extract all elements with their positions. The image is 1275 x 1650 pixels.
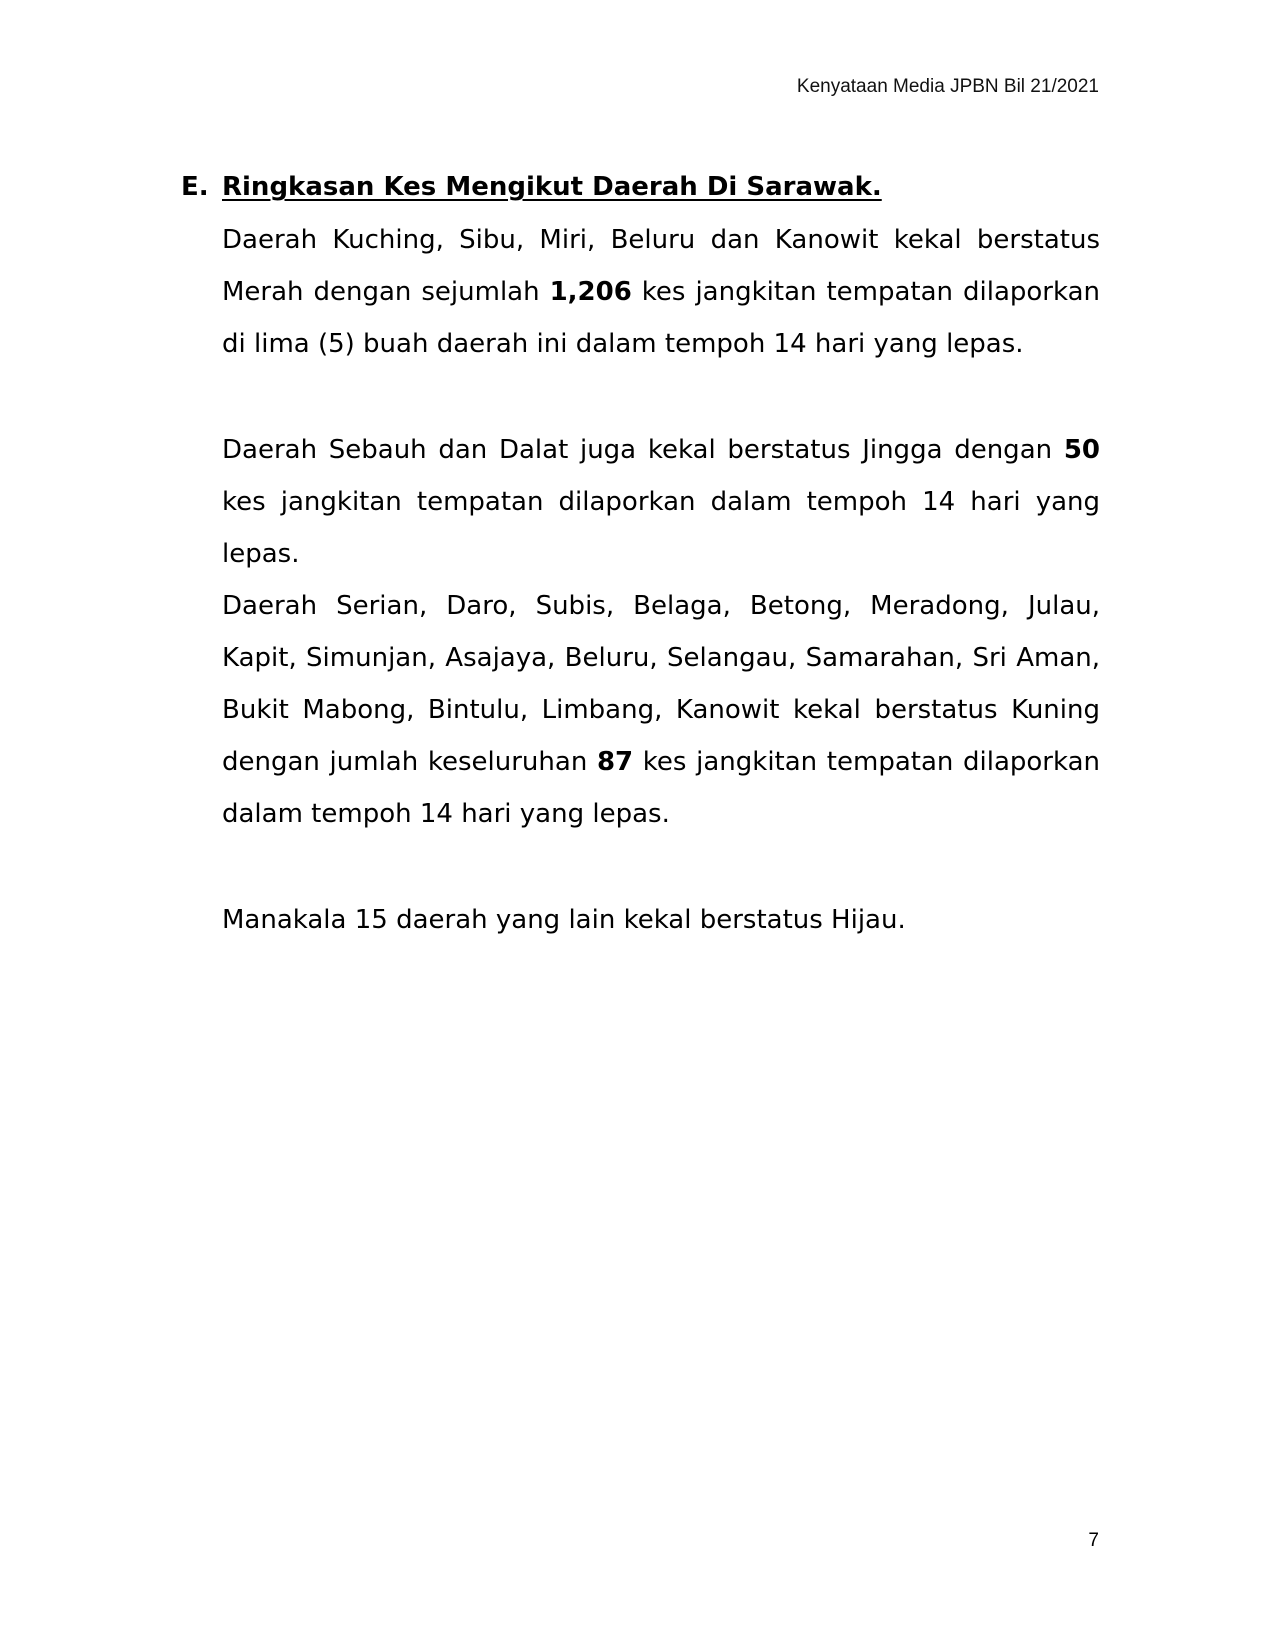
paragraph-text: Daerah Kuching, Sibu, Miri, Beluru dan Kanowit kekal berstatus Merah dengan sejumlah bbox=[222, 225, 1100, 307]
page-number: 7 bbox=[1088, 1530, 1099, 1551]
paragraph-text: Daerah Serian, Daro, Subis, Belaga, Betong, Meradong, Julau, Kapit, Simunjan, Asajaya, Beluru, Selangau, Samarahan, Sri Aman, Bukit Mabong, Bintulu, Limbang, Kanowit kekal berstatus Kuning dengan jumlah keseluruhan bbox=[222, 591, 1100, 777]
section-title: Ringkasan Kes Mengikut Daerah Di Sarawak. bbox=[222, 172, 882, 202]
section-letter: E. bbox=[181, 172, 209, 202]
paragraph-yellow-districts bbox=[222, 580, 1100, 840]
paragraph-orange-districts bbox=[222, 424, 1100, 580]
paragraph-text: kes jangkitan tempatan dilaporkan dalam tempoh 14 hari yang lepas. bbox=[222, 487, 1100, 569]
paragraph-red-districts bbox=[222, 214, 1100, 370]
paragraph-text: kes jangkitan tempatan dilaporkan dalam tempoh 14 hari yang lepas. bbox=[222, 747, 1101, 829]
paragraph-green-districts: Manakala 15 daerah yang lain kekal berstatus Hijau. bbox=[222, 905, 906, 935]
case-count-red: 1,206 bbox=[549, 277, 632, 307]
paragraph-text: Daerah Sebauh dan Dalat juga kekal berstatus Jingga dengan bbox=[222, 435, 1064, 465]
case-count-orange: 50 bbox=[1063, 435, 1100, 465]
section-heading bbox=[181, 172, 882, 202]
case-count-yellow: 87 bbox=[596, 747, 634, 777]
document-header: Kenyataan Media JPBN Bil 21/2021 bbox=[796, 76, 1099, 97]
paragraph-text: kes jangkitan tempatan dilaporkan di lima (5) buah daerah ini dalam tempoh 14 hari yang lepas. bbox=[222, 277, 1100, 359]
